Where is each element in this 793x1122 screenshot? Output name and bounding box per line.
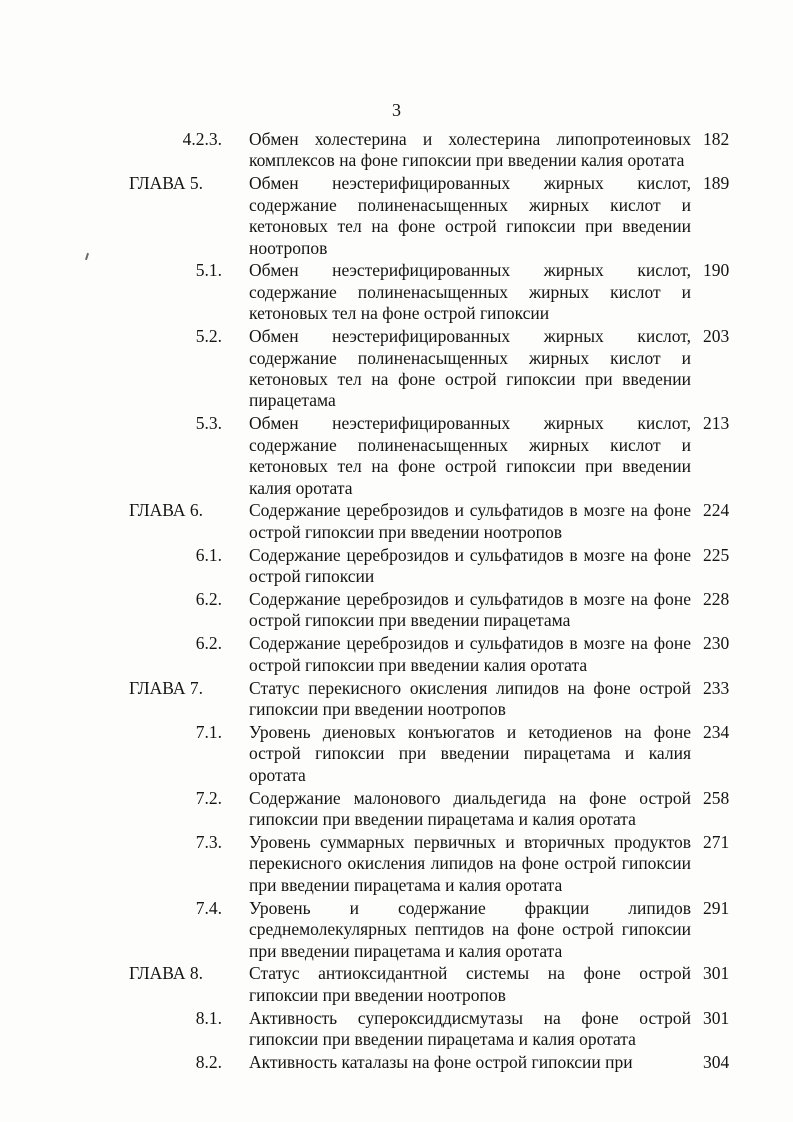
chapter-label: ГЛАВА 6. (129, 500, 204, 521)
toc-entry (0, 722, 793, 786)
entry-title: Содержание цереброзидов и сульфатидов в мозге на фоне острой гипоксии при введении ноотропов (249, 500, 691, 542)
section-number: 7.2. (195, 787, 222, 808)
entry-title: Содержание малонового диальдегида на фоне острой гипоксии при введении пирацетама и калия оротата (249, 787, 691, 830)
entry-page-number: 190 (703, 260, 730, 281)
entry-page-number: 203 (703, 326, 730, 347)
entry-title: Уровень диеновых конъюгатов и кетодиенов на фоне острой гипоксии при введении пирацетама и калия оротата (249, 721, 691, 785)
entry-title: Обмен неэстерифицированных жирных кислот, содержание полиненасыщенных жирных кислот и кетоновых тел на фоне острой гипоксии (249, 260, 691, 324)
entry-title: Обмен неэстерифицированных жирных кислот, содержание полиненасыщенных жирных кислот и кетоновых тел на фоне острой гипоксии при введении калия оротата (249, 413, 691, 498)
section-number: 5.3. (195, 413, 222, 434)
section-number: 5.2. (195, 326, 222, 347)
toc-entry (0, 260, 793, 324)
entry-title: Обмен неэстерифицированных жирных кислот, содержание полиненасыщенных жирных кислот и кетоновых тел на фоне острой гипоксии при введении пирацетама (249, 326, 691, 411)
section-number: 7.1. (195, 721, 222, 742)
toc-entry (0, 589, 793, 632)
toc-entry (0, 898, 793, 962)
section-number: 6.1. (195, 544, 222, 565)
toc-entry (0, 678, 793, 721)
toc-entry (0, 129, 793, 172)
toc-entry (0, 545, 793, 588)
toc-entry (0, 633, 793, 676)
entry-title: Содержание цереброзидов и сульфатидов в мозге на фоне острой гипоксии при введении пирацетама (249, 589, 691, 631)
section-number: 8.1. (195, 1007, 222, 1028)
entry-page-number: 301 (703, 1007, 730, 1028)
section-number: 7.3. (195, 832, 222, 852)
section-number: 5.1. (195, 260, 222, 281)
entry-page-number: 291 (703, 897, 730, 918)
entry-title: Активность супероксиддисмутазы на фоне острой гипоксии при введении пирацетама и калия оротата (249, 1007, 691, 1050)
section-number: 8.2. (195, 1052, 222, 1073)
chapter-label: ГЛАВА 7. (129, 677, 204, 698)
toc-entry (0, 500, 793, 543)
toc-entry (0, 173, 793, 259)
table-of-contents (0, 129, 793, 1075)
entry-page-number: 189 (703, 173, 730, 194)
entry-title: Обмен неэстерифицированных жирных кислот, содержание полиненасыщенных жирных кислот и кетоновых тел на фоне острой гипоксии при введении ноотропов (249, 173, 691, 258)
section-number: 4.2.3. (182, 129, 222, 149)
entry-page-number: 224 (703, 500, 730, 521)
entry-title: Статус антиоксидантной системы на фоне острой гипоксии при введении ноотропов (249, 963, 691, 1005)
entry-page-number: 228 (703, 589, 730, 610)
entry-title: Уровень суммарных первичных и вторичных продуктов перекисного окисления липидов на фоне острой гипоксии при введении пирацетама и калия оротата (249, 832, 691, 895)
toc-entry (0, 413, 793, 499)
entry-page-number: 225 (703, 544, 730, 565)
entry-page-number: 258 (703, 787, 730, 808)
entry-title: Содержание цереброзидов и сульфатидов в мозге на фоне острой гипоксии при введении калия оротата (249, 633, 691, 675)
entry-page-number: 182 (703, 129, 730, 149)
entry-page-number: 230 (703, 633, 730, 654)
entry-title: Обмен холестерина и холестерина липопротеиновых комплексов на фоне гипоксии при введении калия оротата (249, 129, 691, 171)
section-number: 6.2. (195, 589, 222, 610)
toc-entry (0, 788, 793, 831)
toc-entry (0, 326, 793, 412)
entry-page-number: 233 (703, 677, 730, 698)
entry-page-number: 301 (703, 963, 730, 984)
chapter-label: ГЛАВА 5. (129, 173, 204, 194)
toc-entry (0, 1052, 793, 1073)
entry-page-number: 234 (703, 721, 730, 742)
entry-page-number: 271 (703, 832, 730, 852)
section-number: 6.2. (195, 633, 222, 654)
entry-title: Активность каталазы на фоне острой гипоксии при (249, 1052, 633, 1073)
entry-title: Уровень и содержание фракции липидов среднемолекулярных пептидов на фоне острой гипоксии при введении пирацетама и калия оротата (249, 897, 691, 961)
section-number: 7.4. (195, 897, 222, 918)
toc-entry (0, 1008, 793, 1051)
entry-title: Содержание цереброзидов и сульфатидов в мозге на фоне острой гипоксии (249, 544, 691, 587)
entry-title: Статус перекисного окисления липидов на фоне острой гипоксии при введении ноотропов (249, 677, 691, 720)
toc-entry (0, 832, 793, 896)
entry-page-number: 304 (703, 1052, 730, 1073)
toc-entry (0, 963, 793, 1006)
page-number: 3 (392, 100, 401, 120)
chapter-label: ГЛАВА 8. (129, 963, 204, 984)
entry-page-number: 213 (703, 413, 730, 434)
